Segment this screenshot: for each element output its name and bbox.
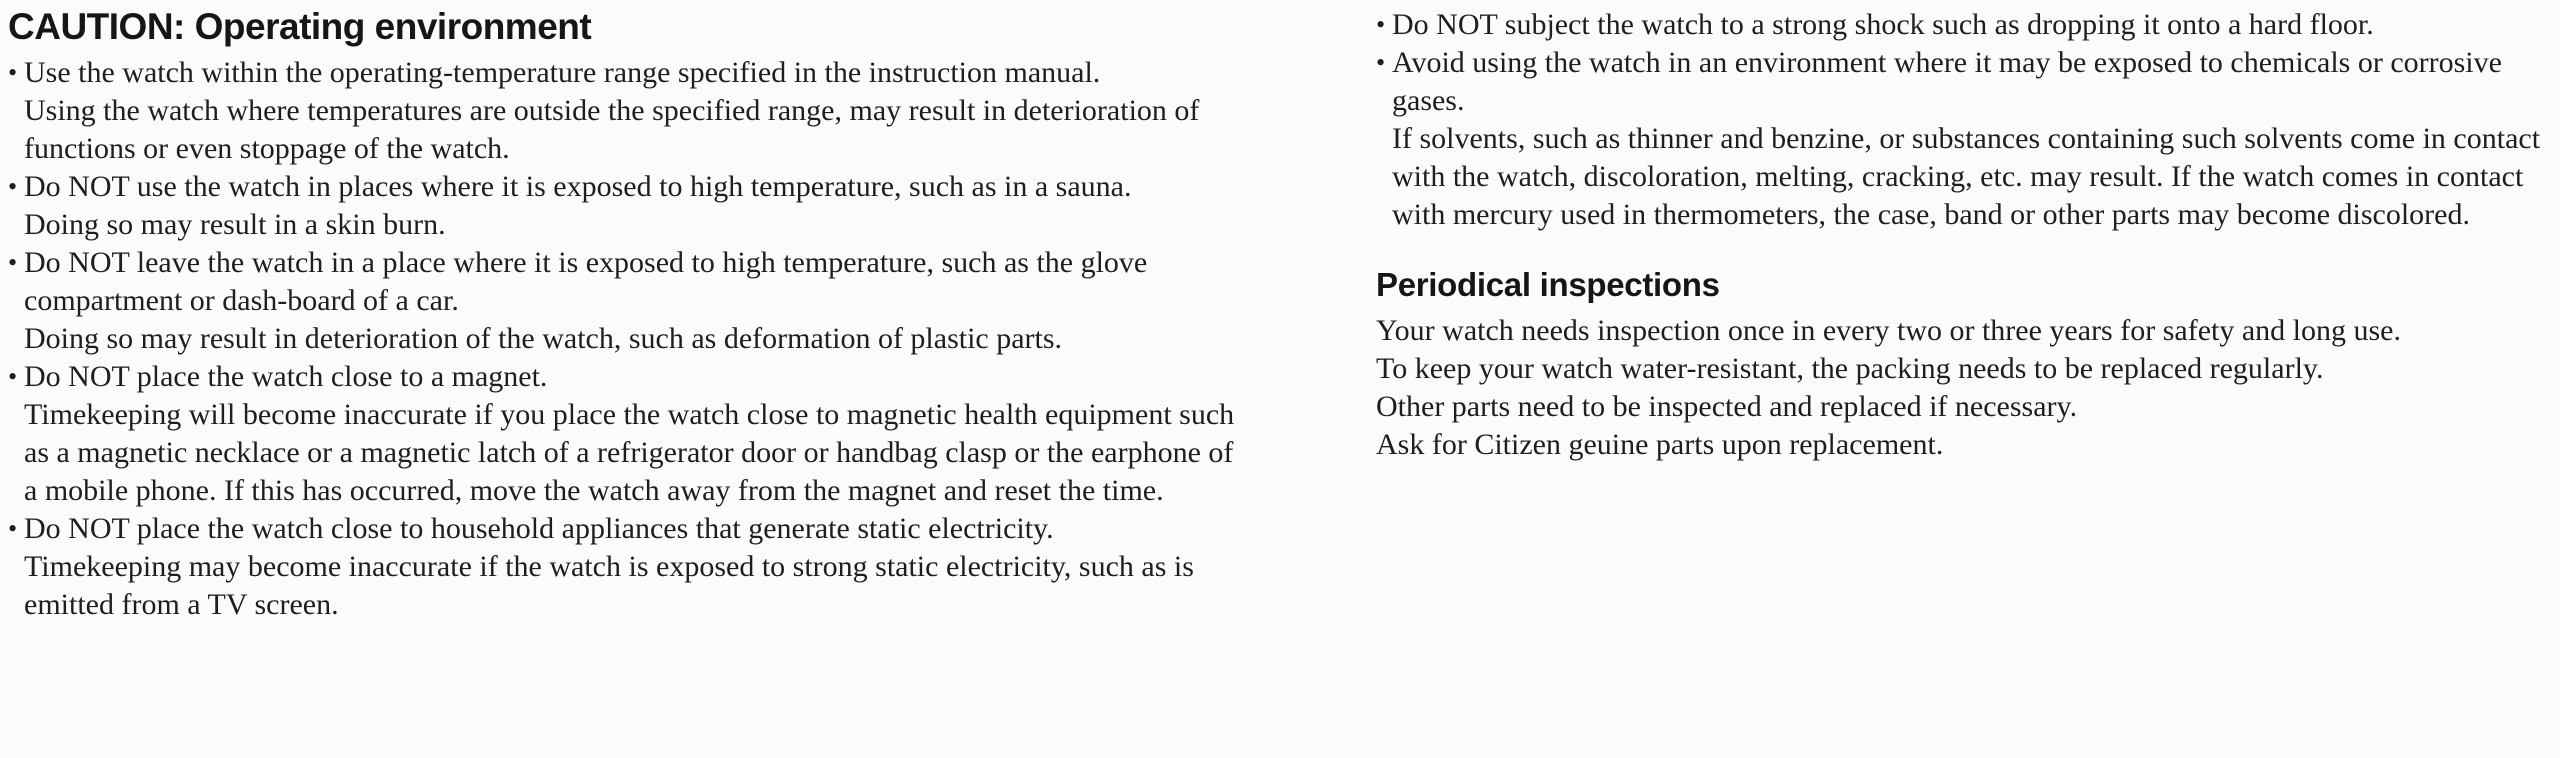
bullet-paragraph: Timekeeping may become inaccurate if the watch is exposed to strong static electricity, such as is emitted from a TV screen. xyxy=(24,550,1194,621)
bullet-icon: • xyxy=(8,248,18,277)
list-item xyxy=(8,168,1243,244)
bullet-paragraph: Do NOT place the watch close to a magnet. xyxy=(24,360,548,393)
periodical-inspections-body xyxy=(1376,312,2556,464)
section-line: Ask for Citizen geuine parts upon replacement. xyxy=(1376,428,1944,461)
caution-heading: CAUTION: Operating environment xyxy=(8,6,592,47)
right-column xyxy=(1376,0,2556,464)
bullet-icon: • xyxy=(1376,10,1386,39)
bullet-paragraph: Timekeeping will become inaccurate if you place the watch close to magnetic health equipment such as a magnetic necklace or a magnetic latch of a refrigerator door or handbag clasp or the earphone of a mobile phone. If this has occurred, move the watch away from the magnet and reset the time. xyxy=(24,398,1235,507)
list-item xyxy=(8,510,1243,624)
bullet-icon: • xyxy=(8,362,18,391)
section-line: Other parts need to be inspected and replaced if necessary. xyxy=(1376,390,2078,423)
left-column xyxy=(8,0,1243,624)
section-line: Your watch needs inspection once in every two or three years for safety and long use. xyxy=(1376,314,2401,347)
bullet-paragraph: Doing so may result in a skin burn. xyxy=(24,208,446,241)
bullet-paragraph: Do NOT use the watch in places where it is exposed to high temperature, such as in a sauna. xyxy=(24,170,1132,203)
bullet-paragraph: If solvents, such as thinner and benzine, or substances containing such solvents come in contact with the watch, discoloration, melting, cracking, etc. may result. If the watch comes in contact with mercury used in thermometers, the case, band or other parts may become discolored. xyxy=(1392,122,2541,231)
list-item xyxy=(1376,44,2556,234)
bullet-icon: • xyxy=(8,514,18,543)
list-item xyxy=(8,244,1243,358)
list-item xyxy=(8,54,1243,168)
bullet-paragraph: Do NOT subject the watch to a strong shock such as dropping it onto a hard floor. xyxy=(1392,8,2374,41)
bullet-paragraph: Doing so may result in deterioration of the watch, such as deformation of plastic parts. xyxy=(24,322,1063,355)
periodical-inspections-heading: Periodical inspections xyxy=(1376,266,1720,303)
bullet-paragraph: Using the watch where temperatures are outside the specified range, may result in deterioration of functions or even stoppage of the watch. xyxy=(24,94,1200,165)
section-line: To keep your watch water-resistant, the packing needs to be replaced regularly. xyxy=(1376,352,2324,385)
bullet-icon: • xyxy=(8,172,18,201)
bullet-icon: • xyxy=(1376,48,1386,77)
list-item xyxy=(1376,6,2556,44)
bullet-paragraph: Do NOT leave the watch in a place where it is exposed to high temperature, such as the glove compartment or dash-board of a car. xyxy=(24,246,1148,317)
list-item xyxy=(8,358,1243,510)
bullet-paragraph: Use the watch within the operating-temperature range specified in the instruction manual. xyxy=(24,56,1101,89)
bullet-paragraph: Avoid using the watch in an environment where it may be exposed to chemicals or corrosive gases. xyxy=(1392,46,2502,117)
bullet-paragraph: Do NOT place the watch close to household appliances that generate static electricity. xyxy=(24,512,1054,545)
bullet-icon: • xyxy=(8,58,18,87)
